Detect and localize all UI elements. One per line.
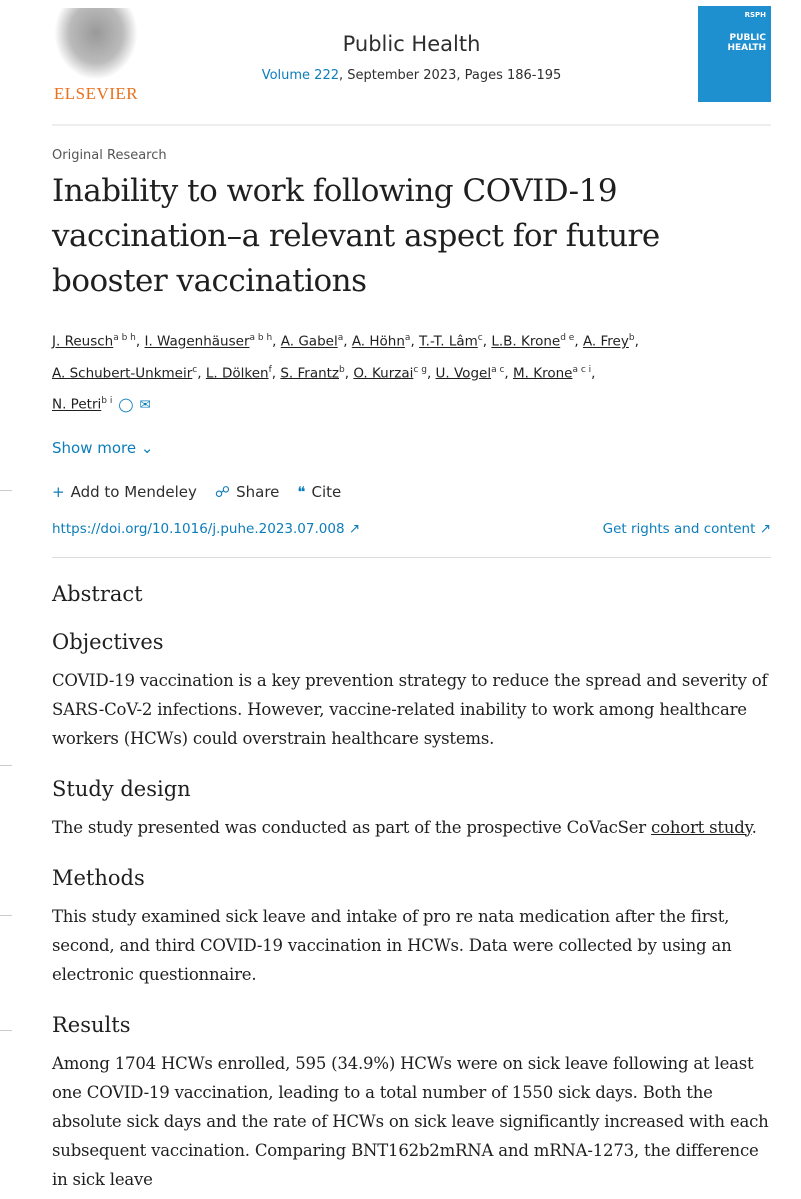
author-link[interactable]: I. Wagenhäuser xyxy=(144,333,250,350)
edge-mark xyxy=(0,1030,12,1031)
author-link[interactable]: L.B. Krone xyxy=(491,333,561,350)
external-link-icon: ↗ xyxy=(348,520,361,537)
journal-cover[interactable] xyxy=(698,6,771,102)
volume-info xyxy=(52,68,771,83)
email-icon[interactable]: ✉ xyxy=(139,396,151,413)
article-type: Original Research xyxy=(52,148,167,163)
share-button[interactable] xyxy=(215,483,280,501)
cover-title: PUBLIC HEALTH xyxy=(727,33,766,53)
design-text xyxy=(52,813,771,842)
objectives-text: COVID-19 vaccination is a key prevention strategy to reduce the spread and severity of SARS-CoV-2 infections. However, vaccine-related inability to work among healthcare workers (HCWs) could overstrain healthcare systems. xyxy=(52,670,768,748)
author-affiliation: d e xyxy=(560,333,575,343)
author-link[interactable]: L. Dölken xyxy=(205,365,269,381)
share-icon: ☍ xyxy=(214,482,231,501)
methods-heading: Methods xyxy=(52,865,145,890)
author-affiliation: a c xyxy=(491,364,505,375)
show-more-button[interactable] xyxy=(52,439,771,457)
author-link[interactable]: N. Petri xyxy=(52,396,102,413)
author-link[interactable]: T.-T. Lâm xyxy=(419,333,478,350)
author-link[interactable]: A. Gabel xyxy=(280,333,338,350)
edge-mark xyxy=(0,765,12,766)
journal-title[interactable]: Public Health xyxy=(342,32,481,56)
author-affiliation: b i xyxy=(101,396,113,406)
volume-link[interactable]: Volume 222 xyxy=(261,68,339,83)
edge-mark xyxy=(0,490,12,491)
plus-icon: + xyxy=(52,482,65,501)
author-link[interactable]: U. Vogel xyxy=(435,365,492,381)
share-label: Share xyxy=(236,482,280,501)
journal-header xyxy=(52,0,771,126)
rights-text: Get rights and content xyxy=(602,520,756,537)
author-affiliation: b xyxy=(339,364,345,375)
publisher-name: ELSEVIER xyxy=(53,84,139,103)
edge-mark xyxy=(0,915,12,916)
author-affiliation: a b h xyxy=(249,333,273,343)
cite-button[interactable] xyxy=(297,483,341,501)
author-link[interactable]: J. Reusch xyxy=(52,333,114,350)
author-affiliation: a c i xyxy=(572,364,592,375)
issue-info: , September 2023, Pages 186-195 xyxy=(339,68,562,83)
author-affiliation: a b h xyxy=(113,333,136,343)
results-text: Among 1704 HCWs enrolled, 595 (34.9%) HCWs were on sick leave following at least one COVID-19 vaccination, leading to a total number of 1550 sick days. Both the absolute sick days and the rate of HCWs on sick leave significantly increased with each subsequent vaccination. Comparing BNT162b2mRNA and mRNA-1273, the difference in sick leave xyxy=(52,1053,769,1189)
mendeley-label: Add to Mendeley xyxy=(70,482,197,501)
author-affiliation: a xyxy=(337,333,344,343)
author-affiliation: c xyxy=(477,333,483,343)
objectives-heading: Objectives xyxy=(52,629,164,654)
cover-org: RSPH xyxy=(744,11,766,19)
author-list: J. Reusch$^{a b h}$, I. Wagenhäuser$^{a b h}$, A. Gabel$^a$, A. Höhn$^a$, T.-T. Lâm$^c$, L.B. Krone$^{d e}$, A. Frey$^b$, A. Schubert-Unkmeir$^c$, L. Dölken$^f$, S. Frantz$^b$, O. Kurzai$^{c g}$, U. Vogel$^{a c}$, M. Krone$^{a c i}$, N. Petri$^{b i}$ ◯ ✉ xyxy=(52,333,639,413)
person-icon[interactable]: ◯ xyxy=(118,396,134,413)
author-affiliation: a xyxy=(404,333,411,343)
author-link[interactable]: O. Kurzai xyxy=(353,365,414,381)
design-heading: Study design xyxy=(52,776,191,801)
external-link-icon: ↗ xyxy=(759,520,771,537)
doi-link[interactable] xyxy=(52,521,360,537)
author-affiliation: b xyxy=(628,333,635,343)
elsevier-logo[interactable] xyxy=(52,8,140,104)
author-link[interactable]: A. Schubert-Unkmeir xyxy=(52,365,193,381)
cite-label: Cite xyxy=(311,482,342,501)
author-affiliation: c g xyxy=(413,364,427,375)
rights-link[interactable] xyxy=(603,521,771,537)
show-more-label: Show more xyxy=(52,438,137,457)
doi-text: https://doi.org/10.1016/j.puhe.2023.07.008 xyxy=(52,520,345,537)
author-affiliation: c xyxy=(192,364,198,375)
author-link[interactable]: S. Frantz xyxy=(280,365,340,381)
methods-text: This study examined sick leave and intake of pro re nata medication after the first, second, and third COVID-19 vaccination in HCWs. Data were collected by using an electronic questionnaire. xyxy=(52,906,732,984)
author-link[interactable]: M. Krone xyxy=(513,365,573,381)
author-affiliation: f xyxy=(268,364,272,375)
author-link[interactable]: A. Frey xyxy=(582,333,629,350)
design-pre: The study presented was conducted as part of the prospective CoVacSer xyxy=(52,817,652,837)
add-to-mendeley-button[interactable] xyxy=(52,483,197,501)
results-heading: Results xyxy=(52,1012,131,1037)
article-title: Inability to work following COVID-19 vaccination–a relevant aspect for future booster vaccinations xyxy=(52,173,660,299)
design-post: . xyxy=(751,817,757,837)
quote-icon: ❝ xyxy=(297,482,306,501)
cohort-study-link[interactable]: cohort study xyxy=(651,817,752,837)
abstract-heading: Abstract xyxy=(52,581,143,606)
chevron-down-icon: ⌄ xyxy=(140,438,154,457)
author-link[interactable]: A. Höhn xyxy=(351,333,405,350)
